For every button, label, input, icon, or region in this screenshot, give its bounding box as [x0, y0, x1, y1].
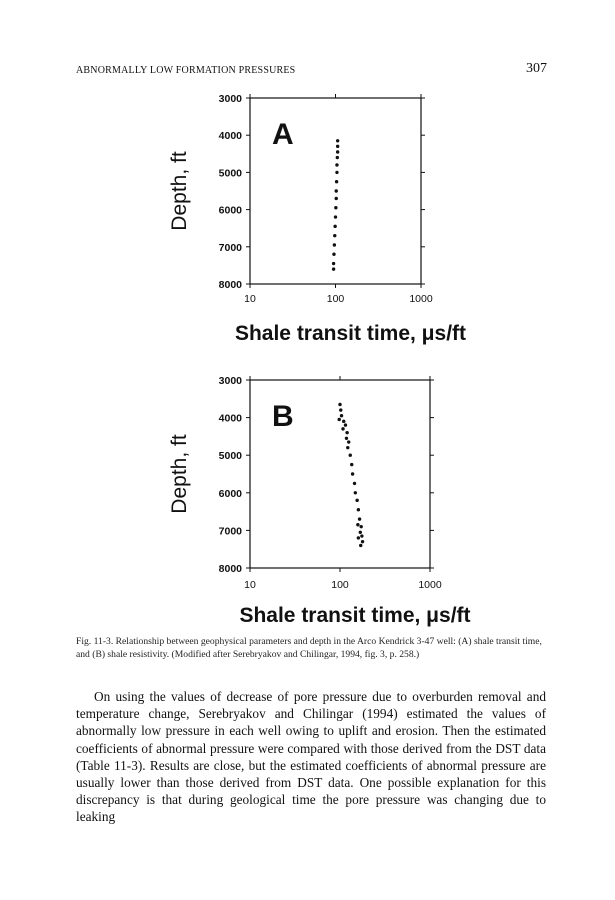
y-tick-label: 4000 [218, 130, 242, 143]
data-point [339, 408, 342, 411]
data-point [356, 523, 359, 526]
data-point [336, 139, 339, 142]
data-point [355, 499, 358, 502]
data-point [334, 215, 337, 218]
body-text [76, 688, 546, 826]
data-point [336, 145, 339, 148]
data-point [333, 234, 336, 237]
data-point [347, 440, 350, 443]
data-point [357, 536, 360, 539]
y-tick-label: 3000 [218, 375, 242, 387]
data-point [359, 531, 362, 534]
y-tick-label: 6000 [218, 487, 242, 500]
data-point [332, 253, 335, 256]
data-point [360, 534, 363, 537]
data-point [335, 163, 338, 166]
data-point [345, 431, 348, 434]
data-point [333, 243, 336, 246]
x-tick-label: 1000 [418, 579, 442, 591]
y-tick-label: 8000 [218, 563, 242, 575]
y-tick-label: 5000 [218, 450, 242, 463]
y-tick-label: 4000 [218, 412, 242, 425]
running-head: ABNORMALLY LOW FORMATION PRESSURES [76, 65, 296, 76]
data-point [335, 197, 338, 200]
panel-label: A [272, 118, 294, 151]
data-point [359, 525, 362, 528]
data-point [333, 225, 336, 228]
data-point [349, 454, 352, 457]
page-number: 307 [526, 61, 547, 76]
data-point [341, 427, 344, 430]
data-point [342, 420, 345, 423]
y-axis-label: Depth, ft [168, 151, 191, 231]
data-point [359, 544, 362, 547]
data-point [334, 206, 337, 209]
data-point [336, 150, 339, 153]
data-point [361, 540, 364, 543]
y-tick-label: 7000 [218, 525, 242, 538]
data-point [353, 482, 356, 485]
data-point [340, 414, 343, 417]
data-point [346, 446, 349, 449]
data-point [354, 491, 357, 494]
x-axis-label: Shale transit time, μs/ft [234, 322, 467, 345]
x-tick-label: 10 [244, 293, 256, 305]
y-tick-label: 5000 [218, 167, 242, 180]
data-point [335, 171, 338, 174]
y-tick-label: 8000 [218, 279, 242, 291]
data-point [350, 463, 353, 466]
x-tick-label: 100 [331, 579, 349, 591]
y-tick-label: 6000 [218, 204, 242, 217]
y-tick-label: 7000 [218, 241, 242, 254]
chart-b [0, 368, 615, 630]
data-point [332, 262, 335, 265]
data-point [335, 180, 338, 183]
y-tick-label: 3000 [218, 93, 242, 105]
data-point [345, 437, 348, 440]
data-point [358, 517, 361, 520]
x-tick-label: 100 [326, 293, 345, 305]
panel-label: B [272, 400, 294, 433]
figure-caption: Fig. 11-3. Relationship between geophysical parameters and depth in the Arco Kendrick 3-47 well: (A) shale transit time, and (B) shale resistivity. (Modified after Serebryakov and Chilingar, 1994, fig. 3, p. 258.) [76, 636, 542, 660]
data-point [338, 403, 341, 406]
chart-a [0, 90, 615, 350]
x-tick-label: 10 [244, 579, 256, 591]
data-point [332, 267, 335, 270]
data-point [351, 472, 354, 475]
body-paragraph: On using the values of decrease of pore pressure due to overburden removal and temperature change, Serebryakov and Chilingar (1994) estimated the values of abnormally low pressure in each well owing to uplift and erosion. Then the estimated coefficients of abnormal pressure were compared with those derived from the DST data (Table 11-3). Results are close, but the estimated coefficients of abnormal pressure are usually lower than those derived from DST data. One possible explanation for this discrepancy is that during geological time the pore pressure was changing due to leaking [76, 689, 546, 825]
data-point [344, 423, 347, 426]
x-tick-label: 1000 [409, 293, 433, 305]
data-point [357, 508, 360, 511]
data-point [335, 189, 338, 192]
data-point [336, 156, 339, 159]
y-axis-label: Depth, ft [168, 434, 191, 514]
data-point [338, 418, 341, 421]
x-axis-label: Shale transit time, μs/ft [239, 604, 471, 627]
